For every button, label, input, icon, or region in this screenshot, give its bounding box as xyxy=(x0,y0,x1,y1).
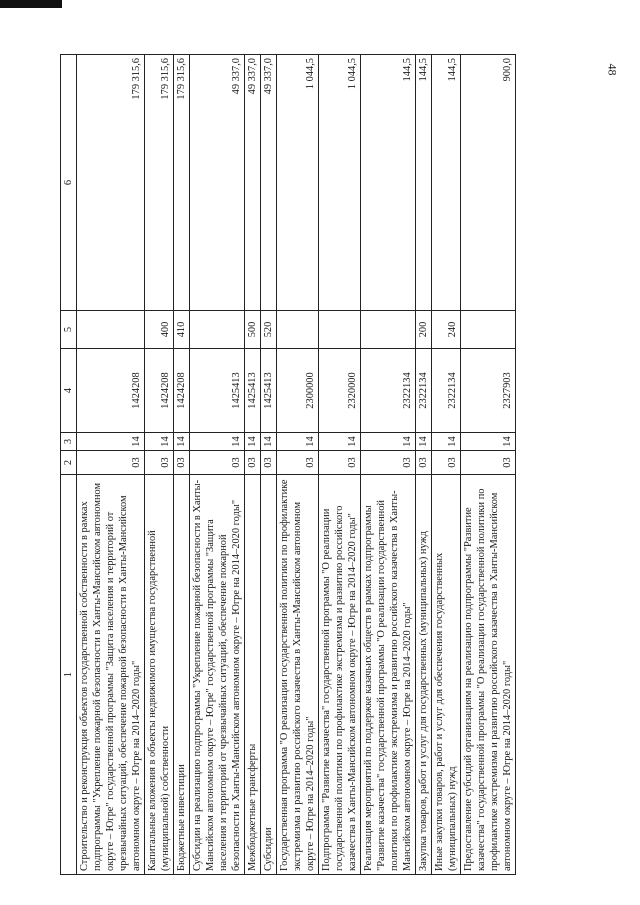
row-section-cell: 03 xyxy=(461,451,516,475)
row-section-cell: 03 xyxy=(277,451,319,475)
row-subsection-cell: 14 xyxy=(277,433,319,451)
row-expense-type-cell: 410 xyxy=(174,311,190,349)
row-target-article-cell: 1424208 xyxy=(174,349,190,433)
table-header-row xyxy=(61,55,77,875)
row-sum-cell: 144,5 xyxy=(416,55,432,311)
row-expense-type-cell xyxy=(77,311,145,349)
row-section-cell: 03 xyxy=(319,451,361,475)
row-section-cell: 03 xyxy=(432,451,461,475)
row-sum-cell: 49 337,0 xyxy=(261,55,277,311)
row-target-article-cell: 2322134 xyxy=(432,349,461,433)
table-row xyxy=(416,55,432,875)
table-row xyxy=(190,55,245,875)
row-section-cell: 03 xyxy=(77,451,145,475)
row-name-cell: Предоставление субсидий организациям на реализацию подпрограммы "Развитие казачества" государственной программы "О реализации государственной политики по профилактике экстремизма и развитию российского казачества в Ханты-Мансийском автономном округе – Югре на 2014–2020 годы" xyxy=(461,475,516,875)
row-target-article-cell: 1425413 xyxy=(245,349,261,433)
row-name-cell: Подпрограмма "Развитие казачества" государственной программы "О реализации государственной политики по профилактике экстремизма и развитию российского казачества в Ханты-Мансийском автономном округе – Югре на 2014–2020 годы" xyxy=(319,475,361,875)
header-cell: 3 xyxy=(61,433,77,451)
row-name-cell: Закупка товаров, работ и услуг для государственных (муниципальных) нужд xyxy=(416,475,432,875)
row-target-article-cell: 1425413 xyxy=(261,349,277,433)
table-row xyxy=(245,55,261,875)
row-target-article-cell: 2322134 xyxy=(416,349,432,433)
budget-table xyxy=(60,54,516,875)
header-cell: 5 xyxy=(61,311,77,349)
row-name-cell: Межбюджетные трансферты xyxy=(245,475,261,875)
row-expense-type-cell xyxy=(361,311,416,349)
row-section-cell: 03 xyxy=(361,451,416,475)
row-section-cell: 03 xyxy=(416,451,432,475)
row-section-cell: 03 xyxy=(261,451,277,475)
table-row xyxy=(361,55,416,875)
row-sum-cell: 179 315,6 xyxy=(174,55,190,311)
row-subsection-cell: 14 xyxy=(190,433,245,451)
rotated-table-container xyxy=(60,55,590,875)
row-name-cell: Капитальные вложения в объекты недвижимого имущества государственной (муниципальной) собственности xyxy=(145,475,174,875)
table-row xyxy=(461,55,516,875)
row-sum-cell: 900,0 xyxy=(461,55,516,311)
row-expense-type-cell xyxy=(277,311,319,349)
row-name-cell: Строительство и реконструкция объектов государственной собственности в рамках подпрограммы "Укрепление пожарной безопасности в Ханты-Мансийском автономном округе – Югре" государственной программы "Защита населения и территорий от чрезвычайных ситуаций, обеспечение пожарной безопасности в Ханты-Мансийском автономном округе – Югре на 2014–2020 годы" xyxy=(77,475,145,875)
row-name-cell: Субсидии xyxy=(261,475,277,875)
table-row xyxy=(319,55,361,875)
header-cell: 4 xyxy=(61,349,77,433)
table-row xyxy=(174,55,190,875)
row-name-cell: Государственная программа "О реализации государственной политики по профилактике экстремизма и развитию российского казачества в Ханты-Мансийском автономном округе – Югре на 2014–2020 годы" xyxy=(277,475,319,875)
scan-edge-mark xyxy=(0,0,62,8)
row-section-cell: 03 xyxy=(245,451,261,475)
row-expense-type-cell: 200 xyxy=(416,311,432,349)
table-body xyxy=(77,55,516,875)
row-sum-cell: 1 044,5 xyxy=(319,55,361,311)
row-section-cell: 03 xyxy=(145,451,174,475)
row-subsection-cell: 14 xyxy=(145,433,174,451)
row-sum-cell: 144,5 xyxy=(432,55,461,311)
row-expense-type-cell xyxy=(461,311,516,349)
row-target-article-cell: 1424208 xyxy=(77,349,145,433)
header-cell: 6 xyxy=(61,55,77,311)
row-section-cell: 03 xyxy=(174,451,190,475)
table-row xyxy=(77,55,145,875)
table-row xyxy=(432,55,461,875)
row-expense-type-cell: 520 xyxy=(261,311,277,349)
table-row xyxy=(277,55,319,875)
header-cell: 1 xyxy=(61,475,77,875)
row-sum-cell: 179 315,6 xyxy=(145,55,174,311)
row-subsection-cell: 14 xyxy=(461,433,516,451)
row-target-article-cell: 2300000 xyxy=(277,349,319,433)
row-subsection-cell: 14 xyxy=(174,433,190,451)
row-subsection-cell: 14 xyxy=(319,433,361,451)
row-sum-cell: 49 337,0 xyxy=(245,55,261,311)
row-name-cell: Бюджетные инвестиции xyxy=(174,475,190,875)
row-expense-type-cell xyxy=(319,311,361,349)
row-subsection-cell: 14 xyxy=(432,433,461,451)
row-name-cell: Иные закупки товаров, работ и услуг для обеспечения государственных (муниципальных) нужд xyxy=(432,475,461,875)
row-sum-cell: 144,5 xyxy=(361,55,416,311)
row-expense-type-cell: 240 xyxy=(432,311,461,349)
row-subsection-cell: 14 xyxy=(361,433,416,451)
row-subsection-cell: 14 xyxy=(77,433,145,451)
row-target-article-cell: 2320000 xyxy=(319,349,361,433)
row-target-article-cell: 2327903 xyxy=(461,349,516,433)
header-cell: 2 xyxy=(61,451,77,475)
page-number: 48 xyxy=(605,63,620,76)
row-subsection-cell: 14 xyxy=(261,433,277,451)
row-section-cell: 03 xyxy=(190,451,245,475)
row-name-cell: Субсидии на реализацию подпрограммы "Укрепление пожарной безопасности в Ханты-Мансийском автономном округе – Югре" государственной программы "Защита населения и территорий от чрезвычайных ситуаций, обеспечение пожарной безопасности в Ханты-Мансийском автономном округе – Югре на 2014–2020 годы" xyxy=(190,475,245,875)
table-row xyxy=(261,55,277,875)
row-subsection-cell: 14 xyxy=(245,433,261,451)
row-target-article-cell: 1424208 xyxy=(145,349,174,433)
row-name-cell: Реализация мероприятий по поддержке казачьих обществ в рамках подпрограммы "Развитие казачества" государственной программы "О реализации государственной политики по профилактике экстремизма и развитию российского казачества в Ханты-Мансийском автономном округе – Югре на 2014–2020 годы" xyxy=(361,475,416,875)
row-expense-type-cell: 400 xyxy=(145,311,174,349)
row-expense-type-cell xyxy=(190,311,245,349)
row-target-article-cell: 1425413 xyxy=(190,349,245,433)
row-expense-type-cell: 500 xyxy=(245,311,261,349)
row-sum-cell: 179 315,6 xyxy=(77,55,145,311)
row-target-article-cell: 2322134 xyxy=(361,349,416,433)
row-sum-cell: 1 044,5 xyxy=(277,55,319,311)
row-subsection-cell: 14 xyxy=(416,433,432,451)
table-row xyxy=(145,55,174,875)
row-sum-cell: 49 337,0 xyxy=(190,55,245,311)
